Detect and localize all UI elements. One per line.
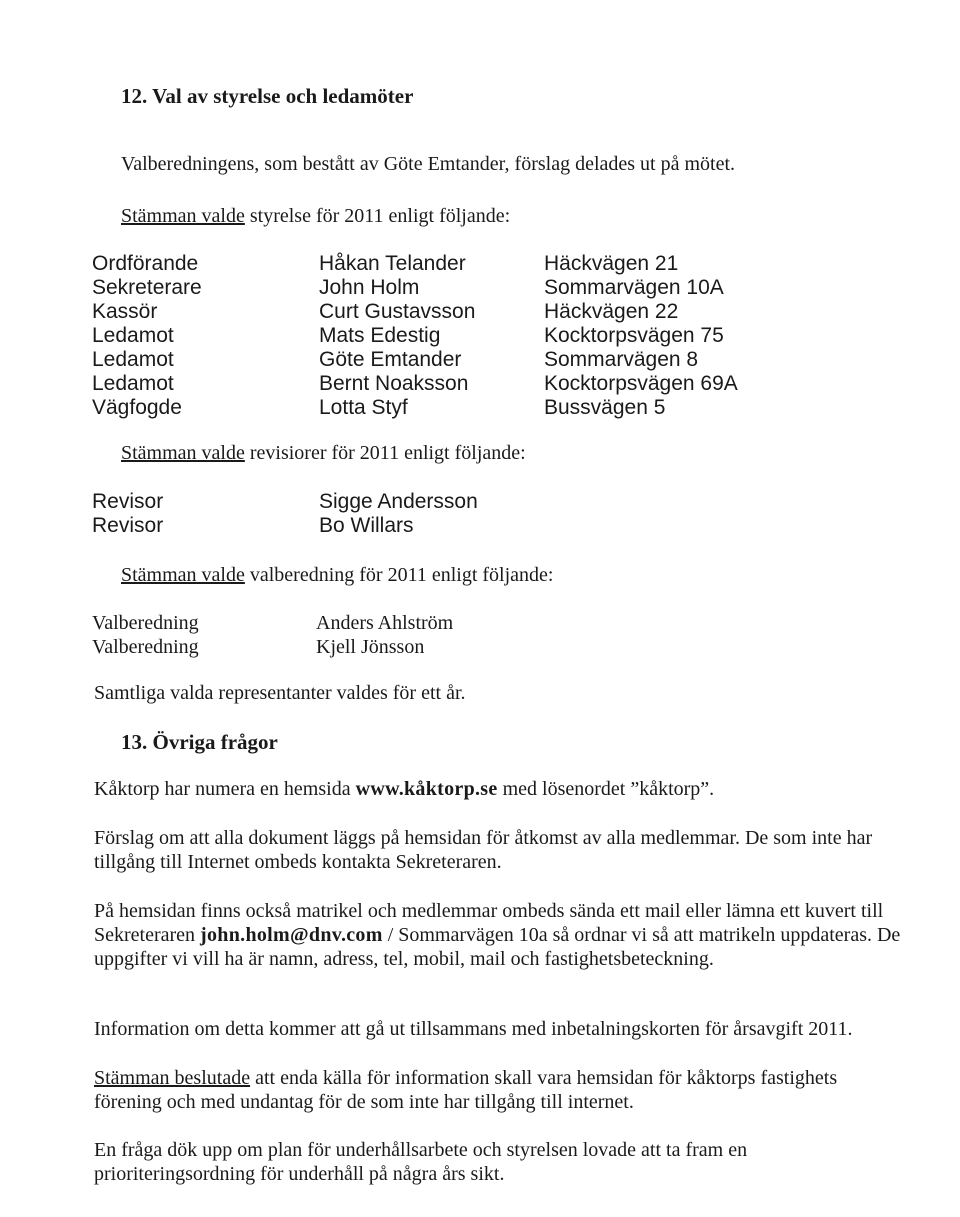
auditors-lead-underlined: Stämman valde (121, 442, 245, 464)
board-role: Ledamot (92, 324, 174, 347)
matrikel-paragraph (94, 899, 904, 971)
board-role: Ledamot (92, 372, 174, 395)
auditor-row (0, 514, 960, 538)
nomination-lead-rest: valberedning för 2011 enligt följande: (244, 564, 554, 586)
section-12-heading: 12. Val av styrelse och ledamöter (121, 84, 414, 108)
auditors-lead-rest: revisiorer för 2011 enligt följande: (244, 442, 526, 464)
maintenance-paragraph: En fråga dök upp om plan för underhållsarbete och styrelsen lovade att ta fram en prioriteringsordning för underhåll på några års sikt. (94, 1139, 748, 1185)
board-address: Kocktorpsvägen 69A (544, 372, 738, 395)
board-row (0, 324, 960, 348)
board-role: Sekreterare (92, 276, 202, 299)
nomination-role: Valberedning (92, 612, 199, 634)
board-row (0, 372, 960, 396)
board-lead (121, 205, 510, 228)
board-row (0, 300, 960, 324)
board-row (0, 348, 960, 372)
board-lead-rest: styrelse för 2011 enligt följande: (244, 205, 511, 227)
board-role: Ledamot (92, 348, 174, 371)
nomination-name: Kjell Jönsson (316, 636, 425, 658)
matrikel-post: / Sommarvägen 10a så ordnar vi så att matrikeln uppdateras. De uppgifter vi vill ha är namn, adress, tel, mobil, mail och fastighetsbeteckning. (94, 924, 901, 970)
board-name: Göte Emtander (319, 348, 462, 371)
auditor-row (0, 490, 960, 514)
website-post: med lösenordet ”kåktorp”. (497, 778, 715, 800)
section-13-heading: 13. Övriga frågor (121, 730, 278, 754)
term-note: Samtliga valda representanter valdes för ett år. (94, 682, 466, 704)
board-address: Bussvägen 5 (544, 396, 666, 419)
board-address: Häckvägen 21 (544, 252, 679, 275)
board-address: Sommarvägen 10A (544, 276, 724, 299)
auditor-name: Bo Willars (319, 514, 414, 537)
board-lead-underlined: Stämman valde (121, 205, 245, 227)
board-name: Curt Gustavsson (319, 300, 476, 323)
nomination-lead (121, 564, 553, 587)
board-name: Håkan Telander (319, 252, 466, 275)
decision-underlined: Stämman beslutade (94, 1067, 251, 1089)
board-role: Vägfogde (92, 396, 182, 419)
nomination-row (0, 611, 960, 635)
website-link[interactable]: www.kåktorp.se (355, 778, 498, 800)
auditor-role: Revisor (92, 490, 164, 513)
documents-paragraph: Förslag om att alla dokument läggs på hemsidan för åtkomst av alla medlemmar. De som inte har tillgång till Internet ombeds kontakta Sekreteraren. (94, 827, 873, 873)
board-role: Ordförande (92, 252, 199, 275)
board-address: Häckvägen 22 (544, 300, 679, 323)
matrikel-pre: På hemsidan finns också matrikel och medlemmar ombeds sända ett mail eller lämna ett kuvert till Sekreteraren (94, 900, 884, 946)
website-paragraph (94, 778, 714, 801)
board-row (0, 276, 960, 300)
info-paragraph: Information om detta kommer att gå ut tillsammans med inbetalningskorten för årsavgift 2011. (94, 1018, 853, 1040)
nomination-row (0, 635, 960, 659)
decision-paragraph (94, 1066, 904, 1114)
board-name: Bernt Noaksson (319, 372, 469, 395)
board-role: Kassör (92, 300, 158, 323)
auditor-role: Revisor (92, 514, 164, 537)
auditors-lead (121, 442, 526, 465)
board-row (0, 252, 960, 276)
board-row (0, 396, 960, 420)
board-name: John Holm (319, 276, 420, 299)
decision-rest: att enda källa för information skall vara hemsidan för kåktorps fastighets förening och med undantag för de som inte har tillgång till internet. (94, 1067, 838, 1113)
website-pre: Kåktorp har numera en hemsida (94, 778, 356, 800)
board-name: Mats Edestig (319, 324, 441, 347)
email-link[interactable]: john.holm@dnv.com (200, 924, 383, 946)
nomination-lead-underlined: Stämman valde (121, 564, 245, 586)
nomination-intro: Valberedningens, som bestått av Göte Emtander, förslag delades ut på mötet. (121, 153, 736, 175)
board-address: Kocktorpsvägen 75 (544, 324, 724, 347)
nomination-role: Valberedning (92, 636, 199, 658)
board-address: Sommarvägen 8 (544, 348, 699, 371)
board-name: Lotta Styf (319, 396, 408, 419)
nomination-name: Anders Ahlström (316, 612, 454, 634)
auditor-name: Sigge Andersson (319, 490, 478, 513)
